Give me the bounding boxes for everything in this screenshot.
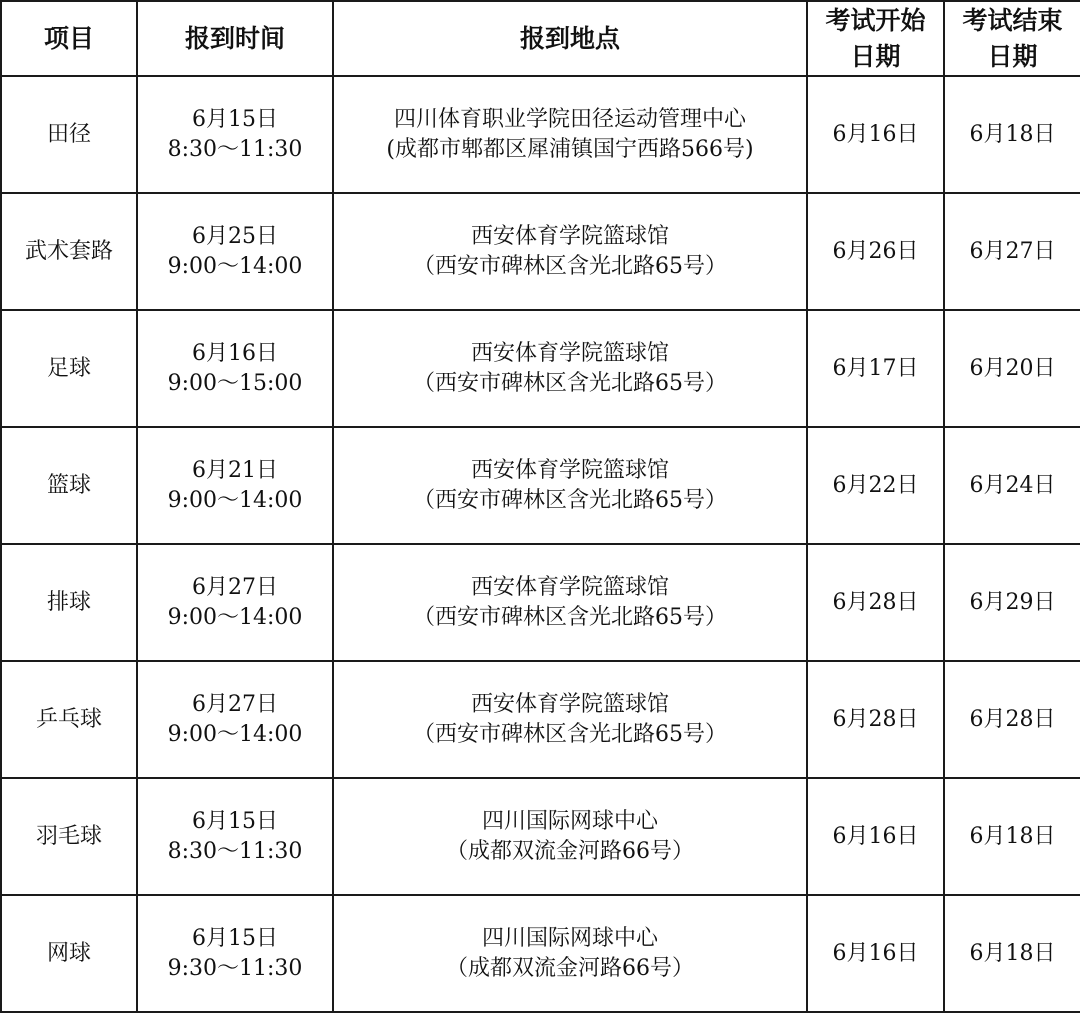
cell-report-location [333,76,807,193]
table-header-row [1,1,1080,76]
table-row [1,193,1080,310]
cell-report-location [333,193,807,310]
project-name: 乒乓球 [35,706,102,732]
cell-report-location [333,310,807,427]
exam-end-date: 6月18日 [969,823,1056,849]
cell-exam-end-date [944,76,1080,193]
cell-project [1,193,137,310]
table-row [1,310,1080,427]
cell-exam-end-date [944,661,1080,778]
exam-start-date: 6月28日 [832,589,919,615]
cell-exam-end-date [944,427,1080,544]
cell-exam-end-date [944,895,1080,1012]
cell-exam-start-date [807,310,944,427]
cell-report-location [333,544,807,661]
table-row [1,427,1080,544]
table-body [1,76,1080,1012]
header-project [1,1,137,76]
cell-exam-start-date [807,895,944,1012]
exam-start-date: 6月16日 [832,823,919,849]
header-text: 考试结束 [962,5,1063,35]
location-address: （西安市碑林区含光北路65号） [413,253,727,279]
location-address: （西安市碑林区含光北路65号） [413,487,727,513]
header-exam-end-date [944,1,1080,76]
location-name: 四川国际网球中心 [481,925,658,951]
exam-end-date: 6月24日 [969,472,1056,498]
location-name: 西安体育学院篮球馆 [470,691,669,717]
project-name: 足球 [46,355,91,381]
report-date: 6月16日 [192,340,278,366]
cell-project [1,427,137,544]
location-address: （西安市碑林区含光北路65号） [413,721,727,747]
exam-end-date: 6月18日 [969,940,1056,966]
project-name: 田径 [46,121,91,147]
cell-exam-start-date [807,427,944,544]
header-text: 报到地点 [519,23,620,53]
location-name: 西安体育学院篮球馆 [470,457,669,483]
report-date: 6月27日 [192,691,278,717]
header-report-time [137,1,333,76]
exam-end-date: 6月28日 [969,706,1056,732]
exam-end-date: 6月20日 [969,355,1056,381]
location-name: 西安体育学院篮球馆 [470,223,669,249]
cell-project [1,661,137,778]
report-hours: 9:00～15:00 [167,370,303,396]
header-exam-start-date [807,1,944,76]
exam-start-date: 6月26日 [832,238,919,264]
cell-report-location [333,427,807,544]
project-name: 网球 [46,940,91,966]
report-hours: 9:00～14:00 [167,604,303,630]
cell-project [1,76,137,193]
report-date: 6月15日 [192,106,278,132]
report-hours: 9:00～14:00 [167,721,303,747]
cell-report-location [333,661,807,778]
cell-exam-start-date [807,76,944,193]
header-text: 项目 [43,23,94,53]
location-address: （西安市碑林区含光北路65号） [413,604,727,630]
table-row [1,778,1080,895]
cell-exam-start-date [807,193,944,310]
cell-report-location [333,895,807,1012]
cell-report-time [137,544,333,661]
exam-end-date: 6月27日 [969,238,1056,264]
location-address: （成都双流金河路66号） [446,955,694,981]
table-row [1,544,1080,661]
location-name: 四川体育职业学院田径运动管理中心 [393,106,746,132]
cell-project [1,778,137,895]
location-address: （成都双流金河路66号） [446,838,694,864]
cell-report-time [137,661,333,778]
cell-exam-start-date [807,661,944,778]
table-row [1,76,1080,193]
report-date: 6月25日 [192,223,278,249]
location-name: 西安体育学院篮球馆 [470,574,669,600]
cell-exam-end-date [944,310,1080,427]
cell-exam-start-date [807,544,944,661]
header-text: 日期 [987,41,1038,71]
header-text: 日期 [850,41,901,71]
cell-report-time [137,778,333,895]
report-hours: 9:30～11:30 [167,955,303,981]
report-hours: 9:00～14:00 [167,487,303,513]
report-date: 6月27日 [192,574,278,600]
project-name: 武术套路 [24,238,113,264]
header-text: 考试开始 [825,5,926,35]
report-hours: 8:30～11:30 [167,838,303,864]
exam-start-date: 6月22日 [832,472,919,498]
location-address: （西安市碑林区含光北路65号） [413,370,727,396]
header-report-location [333,1,807,76]
project-name: 排球 [46,589,91,615]
report-hours: 9:00～14:00 [167,253,303,279]
project-name: 篮球 [46,472,91,498]
cell-project [1,895,137,1012]
cell-exam-end-date [944,193,1080,310]
table-row [1,895,1080,1012]
cell-report-time [137,427,333,544]
project-name: 羽毛球 [35,823,102,849]
cell-exam-end-date [944,778,1080,895]
cell-exam-end-date [944,544,1080,661]
exam-end-date: 6月29日 [969,589,1056,615]
cell-report-time [137,895,333,1012]
exam-start-date: 6月16日 [832,121,919,147]
location-name: 西安体育学院篮球馆 [470,340,669,366]
cell-report-time [137,310,333,427]
exam-end-date: 6月18日 [969,121,1056,147]
report-date: 6月15日 [192,808,278,834]
cell-exam-start-date [807,778,944,895]
cell-report-time [137,76,333,193]
cell-report-time [137,193,333,310]
cell-project [1,310,137,427]
location-name: 四川国际网球中心 [481,808,658,834]
table-row [1,661,1080,778]
report-date: 6月21日 [192,457,278,483]
cell-report-location [333,778,807,895]
exam-start-date: 6月16日 [832,940,919,966]
report-hours: 8:30～11:30 [167,136,303,162]
location-address: (成都市郫都区犀浦镇国宁西路566号) [386,136,754,162]
exam-start-date: 6月28日 [832,706,919,732]
header-text: 报到时间 [184,23,285,53]
report-date: 6月15日 [192,925,278,951]
exam-start-date: 6月17日 [832,355,919,381]
cell-project [1,544,137,661]
